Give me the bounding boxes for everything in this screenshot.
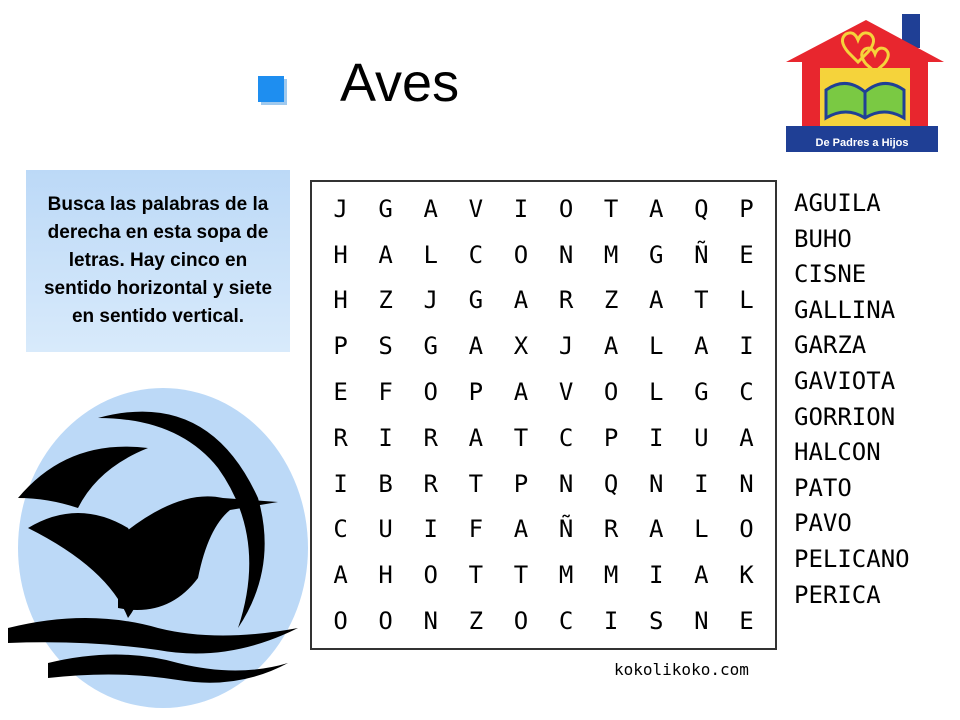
grid-cell: R (423, 423, 438, 452)
grid-cell: O (558, 194, 574, 223)
grid-cell: F (378, 378, 393, 407)
grid-cell: L (649, 378, 664, 407)
grid-cell: P (603, 423, 619, 452)
grid-cell: Z (378, 286, 393, 315)
grid-cell: O (603, 378, 619, 407)
grid-cell: L (423, 240, 438, 269)
grid-cell: S (378, 332, 393, 361)
grid-cell: L (649, 332, 664, 361)
grid-cell: H (378, 561, 393, 590)
grid-cell: B (378, 469, 393, 498)
grid-cell: L (694, 515, 709, 544)
grid-cell: O (333, 607, 348, 636)
grid-cell: N (739, 469, 754, 498)
word-list-item: AGUILA (794, 189, 881, 217)
grid-cell: A (468, 332, 484, 361)
word-list-item: GORRION (794, 402, 896, 431)
grid-cell: N (694, 607, 709, 636)
grid-cell: O (423, 561, 438, 590)
grid-cell: G (378, 194, 393, 223)
grid-cell: P (468, 378, 484, 407)
word-list-item: PELICANO (794, 544, 910, 573)
grid-cell: G (423, 332, 438, 361)
grid-cell: E (333, 378, 348, 407)
grid-cell: C (558, 423, 574, 452)
grid-cell: C (333, 515, 348, 544)
grid-cell: T (603, 194, 619, 223)
grid-cell: A (513, 286, 529, 315)
grid-cell: T (513, 423, 529, 452)
grid-cell: A (378, 240, 393, 269)
grid-cell: U (378, 515, 393, 544)
grid-cell: A (333, 561, 348, 590)
word-list-item: GARZA (794, 331, 867, 360)
grid-cell: P (739, 194, 754, 223)
grid-cell: I (423, 515, 438, 544)
word-list-item: GALLINA (794, 295, 896, 324)
grid-cell: T (468, 561, 484, 590)
grid-cell: I (333, 469, 348, 498)
word-list (794, 186, 954, 613)
grid-cell: R (423, 469, 438, 498)
grid-cell: N (423, 607, 438, 636)
grid-cell: E (739, 607, 754, 636)
grid-cell: Z (468, 607, 484, 636)
grid-cell: V (558, 378, 574, 407)
instructions-text: Busca las palabras de la derecha en esta sopa de letras. Hay cinco en sentido horizontal y siete en sentido vertical. (26, 170, 290, 352)
logo-text: De Padres a Hijos (815, 137, 909, 149)
grid-cell: M (558, 561, 574, 590)
grid-cell: A (649, 194, 664, 223)
grid-cell: O (513, 240, 529, 269)
grid-cell: G (649, 240, 664, 269)
grid-cell: I (513, 194, 529, 223)
grid-cell: A (603, 332, 619, 361)
grid-cell: A (423, 194, 438, 223)
grid-cell: P (333, 332, 348, 361)
grid-cell: O (378, 607, 393, 636)
grid-cell: O (513, 607, 529, 636)
grid-cell: H (333, 286, 348, 315)
grid-cell: C (739, 378, 754, 407)
grid-cell: T (513, 561, 529, 590)
grid-cell: A (649, 515, 664, 544)
grid-cell: C (558, 607, 574, 636)
grid-cell: K (739, 561, 754, 590)
grid-cell: A (468, 423, 484, 452)
grid-cell: G (468, 286, 484, 315)
grid-cell: S (649, 607, 664, 636)
grid-cell: Ñ (558, 515, 574, 544)
grid-cell: J (558, 332, 574, 361)
grid-cell: N (649, 469, 664, 498)
grid-cell: N (558, 469, 574, 498)
word-list-item: PAVO (794, 509, 852, 538)
grid-cells (318, 186, 769, 644)
grid-cell: E (739, 240, 754, 269)
grid-cell: T (468, 469, 484, 498)
credit-text: kokolikoko.com (614, 660, 749, 679)
grid-cell: J (423, 286, 438, 315)
grid-cell: H (333, 240, 348, 269)
logo (786, 12, 946, 152)
grid-cell: O (739, 515, 754, 544)
grid-cell: I (378, 423, 393, 452)
grid-cell: V (468, 194, 484, 223)
word-list-item: PERICA (794, 580, 881, 609)
grid-cell: I (603, 607, 619, 636)
grid-cell: I (649, 561, 664, 590)
grid-cell: Z (603, 286, 619, 315)
grid-cell: I (739, 332, 754, 361)
word-list-item: HALCON (794, 438, 881, 467)
grid-cell: R (333, 423, 348, 452)
word-list-item: BUHO (794, 224, 852, 253)
page-title: Aves (340, 53, 460, 113)
grid-cell: A (649, 286, 664, 315)
grid-cell: R (558, 286, 574, 315)
grid-cell: X (513, 332, 529, 361)
grid-cell: G (694, 378, 709, 407)
grid-cell: M (603, 561, 619, 590)
grid-cell: L (739, 286, 754, 315)
grid-cell: A (513, 515, 529, 544)
grid-cell: I (649, 423, 664, 452)
grid-cell: U (694, 423, 709, 452)
word-search-grid (310, 180, 777, 650)
grid-cell: C (468, 240, 484, 269)
bird-illustration-icon (8, 378, 308, 708)
word-list-item: PATO (794, 473, 852, 502)
grid-cell: N (558, 240, 574, 269)
grid-cell: Ñ (694, 240, 709, 269)
grid-cell: T (694, 286, 709, 315)
grid-cell: F (468, 515, 484, 544)
grid-cell: Q (603, 469, 619, 498)
grid-cell: P (513, 469, 529, 498)
grid-cell: A (694, 561, 709, 590)
grid-cell: R (603, 515, 619, 544)
grid-cell: A (694, 332, 709, 361)
grid-cell: A (739, 423, 754, 452)
grid-cell: A (513, 378, 529, 407)
grid-cell: J (333, 194, 348, 223)
word-list-item: CISNE (794, 260, 867, 289)
grid-cell: O (423, 378, 438, 407)
word-list-item: GAVIOTA (794, 366, 896, 395)
grid-cell: I (694, 469, 709, 498)
grid-cell: M (603, 240, 619, 269)
title-bullet (258, 76, 284, 102)
grid-cell: Q (694, 194, 709, 223)
